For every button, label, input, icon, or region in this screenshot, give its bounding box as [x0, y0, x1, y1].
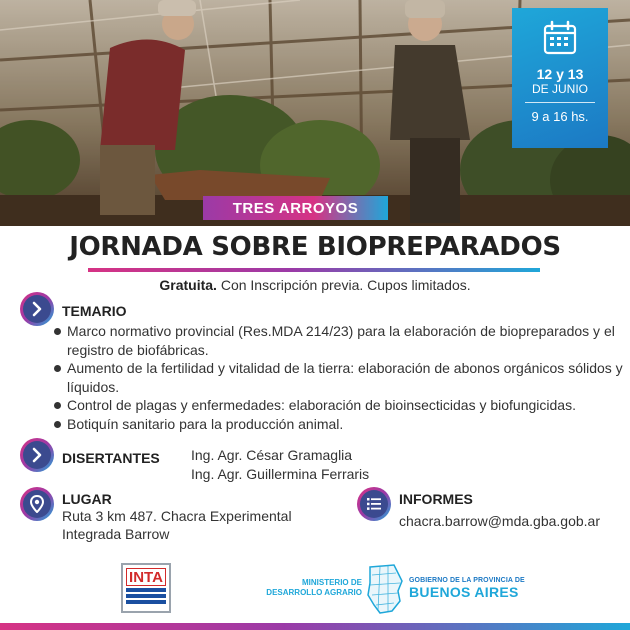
- subtitle-bold: Gratuita.: [159, 277, 217, 293]
- list-item: Control de plagas y enfermedades: elaboración de bioinsecticidas y biofungicidas.: [54, 396, 624, 415]
- list-item: Botiquín sanitario para la producción animal.: [54, 415, 624, 434]
- pba-big-text: BUENOS AIRES: [409, 584, 519, 600]
- lugar-line: Ruta 3 km 487. Chacra Experimental: [62, 508, 292, 524]
- temario-heading: TEMARIO: [62, 303, 127, 319]
- informes-email[interactable]: chacra.barrow@mda.gba.gob.ar: [399, 513, 600, 529]
- calendar-icon: [542, 20, 578, 56]
- bottom-gradient-bar: [0, 623, 630, 630]
- lugar-heading: LUGAR: [62, 491, 112, 507]
- disertante-name: Ing. Agr. César Gramaglia: [191, 447, 353, 463]
- subtitle: [0, 277, 630, 293]
- location-tag: TRES ARROYOS: [203, 196, 388, 220]
- mda-logo-text: [266, 578, 362, 598]
- pba-small-text: GOBIERNO DE LA PROVINCIA DE: [409, 577, 525, 584]
- hero-photo: [0, 0, 630, 226]
- list-item: Aumento de la fertilidad y vitalidad de la tierra: elaboración de abonos orgánicos sólidos y líquidos.: [54, 359, 624, 396]
- temario-list: [54, 322, 624, 433]
- mda-line: DESARROLLO AGRARIO: [266, 588, 362, 597]
- pba-logo-text: [409, 577, 525, 600]
- chevron-right-icon: [29, 447, 45, 463]
- lugar-icon: [20, 487, 54, 521]
- list-icon: [366, 496, 382, 512]
- inta-logo-text: INTA: [126, 568, 166, 586]
- temario-icon: [20, 292, 54, 326]
- mda-line: MINISTERIO DE: [301, 578, 362, 587]
- event-month: DE JUNIO: [531, 82, 588, 96]
- event-days: 12 y 13: [536, 66, 584, 82]
- inta-logo-stripes: [126, 586, 166, 608]
- disertantes-icon: [20, 438, 54, 472]
- title-underline: [88, 268, 540, 272]
- informes-icon: [357, 487, 391, 521]
- informes-heading: INFORMES: [399, 491, 473, 507]
- disertante-name: Ing. Agr. Guillermina Ferraris: [191, 466, 370, 482]
- event-hours: 9 a 16 hs.: [531, 109, 589, 124]
- chevron-right-icon: [29, 301, 45, 317]
- location-pin-icon: [29, 495, 45, 513]
- list-item: Marco normativo provincial (Res.MDA 214/23) para la elaboración de biopreparados y el registro de biofábricas.: [54, 322, 624, 359]
- date-badge: [512, 8, 608, 148]
- disertantes-heading: DISERTANTES: [62, 450, 160, 466]
- lugar-line: Integrada Barrow: [62, 526, 170, 542]
- inta-logo: [121, 563, 171, 613]
- badge-divider: [525, 102, 595, 103]
- subtitle-rest: Con Inscripción previa. Cupos limitados.: [216, 277, 471, 293]
- page-title: JORNADA SOBRE BIOPREPARADOS: [69, 232, 561, 262]
- province-map-icon: [364, 563, 404, 615]
